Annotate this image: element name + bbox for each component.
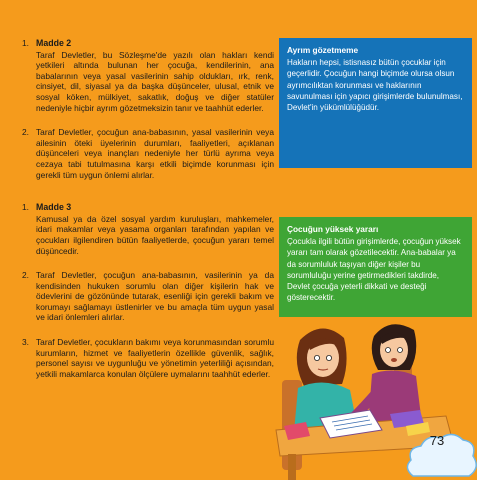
article-2-paragraph-2 (22, 127, 274, 180)
paragraph-number: 3. (22, 337, 29, 348)
page-number: 73 (429, 433, 445, 448)
non-discrimination-box (279, 38, 472, 168)
box-text: Hakların hepsi, istisnasız bütün çocuklar için geçerlidir. Çocuğun hangi biçimde olursa olsun ayrımcılıktan korunması ve haklarının savunulması için yapıcı girişimlerde bulunulması, Devlet'in yükümlülüğüdür. (287, 58, 463, 113)
best-interest-box (279, 217, 472, 317)
paragraph-text: Kamusal ya da özel sosyal yardım kuruluşları, mahkemeler, idari makamlar veya yasama organları tarafından yapılan ve çocukları ilgilendiren bütün faaliyetlerde, çocuğun yararı temel düşüncedir. (36, 213, 274, 256)
paragraph-number: 2. (22, 270, 29, 281)
paragraph-text: Taraf Devletler, çocuğun ana-babasının, yasal vasilerinin veya ailesinin öteki üyelerinin durumları, faaliyetleri, açıklanan düşünceleri veya inançları nedeniyle her türlü ayrıma veya cezaya tabi tutulmasına karşı etkili biçimde korunması için gerekli tüm uygun önlemi alırlar. (36, 127, 274, 180)
article-text-column (22, 38, 274, 393)
article-2-paragraph-1 (22, 38, 274, 113)
article-3-paragraph-1 (22, 202, 274, 256)
box-title: Çocuğun yüksek yararı (287, 224, 379, 234)
box-title: Ayrım gözetmeme (287, 45, 359, 55)
paragraph-number: 2. (22, 127, 29, 138)
paragraph-number: 1. (22, 202, 29, 213)
paragraph-text: Taraf Devletler, bu Sözleşme'de yazılı olan hakları kendi yetkileri altında bulunan her çocuğa, kendilerinin, ana babalarının veya yasal vasilerinin sahip oldukları, ırk, renk, cinsiyet, dil, siyasal ya da başka düşünceler, ulusal, etnik ve sosyal köken, mülkiyet, sakatlık, doğuş ve diğer statüler nedeniyle hiçbir ayrım gözetmeksizin tanır ve taahhüt ederler. (36, 49, 274, 113)
paragraph-text: Taraf Devletler, çocuğun ana-babasının, vasilerinin ya da kendisinden hukuken sorumlu olan diğer kişilerin hak ve ödevlerini de gözönünde tutarak, esenliği için gerekli bakım ve korumayı sağlamayı üstlenirler ve bu amaçla tüm uygun yasal ve idari önlemleri alırlar. (36, 270, 274, 323)
box-text: Çocukla ilgili bütün girişimlerde, çocuğun yüksek yararı tam olarak gözetilecektir. Ana-babalar ya da sorumluluk taşıyan diğer kişiler bu sorumluluğu yerine getirmedikleri takdirde, Devlet çocuğa yeterli dikkati ve desteği gösterecektir. (287, 237, 461, 303)
paragraph-text: Taraf Devletler, çocukların bakımı veya korunmasından sorumlu kurumların, hizmet ve faaliyetlerin özellikle güvenlik, sağlık, personel sayısı ve uygunluğu ve yönetimin yeterliliği açısından, yetkili makamlarca konulan ölçülere uymalarını taahhüt ederler. (36, 337, 274, 379)
paragraph-number: 1. (22, 38, 29, 48)
article-heading: Madde 3 (36, 202, 72, 213)
article-3-paragraph-2 (22, 270, 274, 323)
article-3-paragraph-3 (22, 337, 274, 379)
article-heading: Madde 2 (36, 38, 72, 48)
